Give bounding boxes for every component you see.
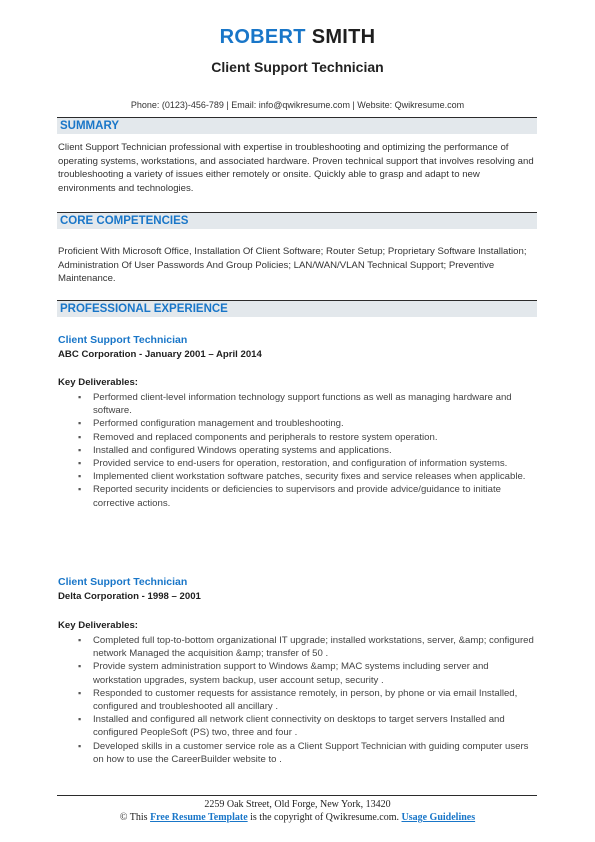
list-item: ▪ Provide system administration support to Windows &amp; MAC systems including server and workstation upgrades, system backup, user account setup, security . xyxy=(78,660,538,686)
company-dates: ABC Corporation - January 2001 – April 2014 xyxy=(58,349,262,360)
last-name: SMITH xyxy=(311,26,376,48)
summary-text: Client Support Technician professional with expertise in troubleshooting and optimizing the performance of operating systems, workstations, and associated hardware. Proven technical support that involves resolving and troubleshooting a variety of issues either remotely or onsite. Quickly able to grasp and adapt to new environments and technologies. xyxy=(58,142,534,194)
list-item: ▪ Installed and configured all network client connectivity on desktops to target servers Installed and configured PeopleSoft (PS) two, three and four . xyxy=(78,713,538,739)
list-item: ▪ Completed full top-to-bottom organizational IT upgrade; installed workstations, server, &amp; configured network Managed the acquisition &amp; transfer of 50 . xyxy=(78,634,538,660)
job-title: Client Support Technician xyxy=(58,576,188,588)
list-item: ▪ Performed client-level information technology support functions as well as managing hardware and software. xyxy=(78,391,538,417)
footer-copyright xyxy=(0,812,595,823)
section-heading-competencies: CORE COMPETENCIES xyxy=(57,212,537,229)
usage-guidelines-link[interactable]: Usage Guidelines xyxy=(401,812,476,823)
section-heading-summary: SUMMARY xyxy=(57,117,537,134)
list-item: ▪ Developed skills in a customer service role as a Client Support Technician with guiding computer users on how to use the CareerBuilder website to . xyxy=(78,740,538,766)
list-item: ▪ Installed and configured Windows operating systems and applications. xyxy=(78,444,538,457)
job-title-header: Client Support Technician xyxy=(211,59,384,75)
section-heading-experience: PROFESSIONAL EXPERIENCE xyxy=(57,300,537,317)
free-resume-template-link[interactable]: Free Resume Template xyxy=(150,812,248,823)
deliverables-list xyxy=(78,634,538,766)
footer-address: 2259 Oak Street, Old Forge, New York, 13420 xyxy=(204,799,391,810)
list-item: ▪ Implemented client workstation software patches, security fixes and service releases when applicable. xyxy=(78,470,538,483)
deliverables-label: Key Deliverables: xyxy=(58,620,138,631)
copyright-middle: is the copyright of Qwikresume.com. xyxy=(247,812,402,823)
job-title: Client Support Technician xyxy=(58,334,188,346)
deliverables-label: Key Deliverables: xyxy=(58,377,138,388)
footer-divider xyxy=(57,795,537,796)
list-item: ▪ Removed and replaced components and peripherals to restore system operation. xyxy=(78,431,538,444)
list-item: ▪ Responded to customer requests for assistance remotely, in person, by phone or via email Installed, configured and troubleshooted all ancillary . xyxy=(78,687,538,713)
copyright-prefix: © This xyxy=(119,812,151,823)
first-name: ROBERT xyxy=(219,26,306,48)
list-item: ▪ Reported security incidents or deficiencies to supervisors and provide advice/guidance to initiate corrective actions. xyxy=(78,483,538,509)
contact-info: Phone: (0123)-456-789 | Email: info@qwikresume.com | Website: Qwikresume.com xyxy=(130,100,465,110)
competencies-text: Proficient With Microsoft Office, Installation Of Client Software; Router Setup; Proprietary Software Installation; Administration Of User Passwords And Group Policies; LAN/WAN/VLAN Technical Support; Preventive Maintenance. xyxy=(58,246,527,285)
deliverables-list xyxy=(78,391,538,510)
company-dates: Delta Corporation - 1998 – 2001 xyxy=(58,591,201,602)
candidate-name xyxy=(0,26,595,49)
list-item: ▪ Provided service to end-users for operation, restoration, and configuration of information systems. xyxy=(78,457,538,470)
list-item: ▪ Performed configuration management and troubleshooting. xyxy=(78,417,538,430)
